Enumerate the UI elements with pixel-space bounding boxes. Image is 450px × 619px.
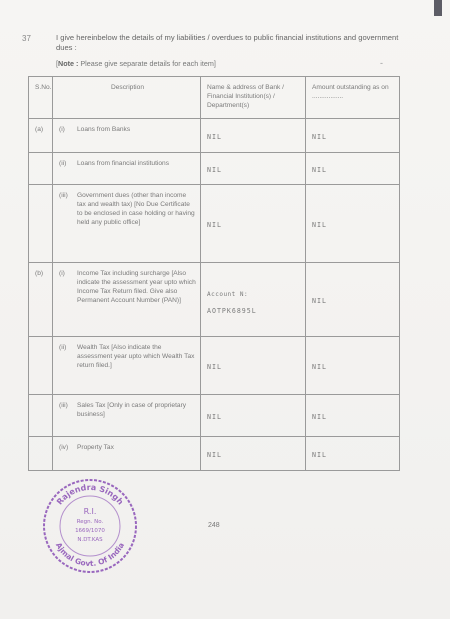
row-sub: (iii) <box>59 192 68 199</box>
row-sub: (i) <box>59 270 65 277</box>
corner-tab <box>434 0 442 16</box>
pan-number: AOTPK6895L <box>207 306 257 315</box>
row-description: Property Tax <box>77 444 114 451</box>
row-description: Loans from financial institutions <box>77 160 169 167</box>
row-amount-value: NIL <box>306 395 400 437</box>
official-stamp <box>40 476 140 576</box>
row-sno <box>29 437 53 471</box>
header-description: Description <box>53 77 201 119</box>
row-amount-value: NIL <box>306 119 400 153</box>
stamp-inner-ring <box>60 496 120 556</box>
row-sno <box>29 395 53 437</box>
row-amount-value: NIL <box>306 263 400 337</box>
row-name-value: NIL <box>201 153 306 185</box>
table-row <box>29 185 400 263</box>
row-sub: (ii) <box>59 160 67 167</box>
note-line: [Note : Please give separate details for each item] <box>56 59 216 68</box>
header-amount: Amount outstanding as on ................. <box>306 77 400 119</box>
stamp-name: Rajendra Singh <box>55 482 125 507</box>
page-number: 248 <box>208 522 220 529</box>
row-name-value: NIL <box>201 437 306 471</box>
row-name-value: NIL <box>201 119 306 153</box>
row-sno <box>29 337 53 395</box>
row-sub: (i) <box>59 126 65 133</box>
row-name-value <box>201 263 306 337</box>
row-sno: (b) <box>29 263 53 337</box>
table-row <box>29 395 400 437</box>
stamp-place: N.DT.KAS <box>77 537 103 543</box>
stamp-number: 1669/1070 <box>75 528 105 534</box>
intro-text: I give hereinbelow the details of my liabilities / overdues to public financial institutions and government dues : <box>56 33 399 52</box>
row-name-value: NIL <box>201 395 306 437</box>
row-sno: (a) <box>29 119 53 153</box>
header-name-address: Name & address of Bank / Financial Institution(s) / Department(s) <box>201 77 306 119</box>
table-header-row <box>29 77 400 119</box>
row-name-value: NIL <box>201 337 306 395</box>
header-sno: S.No. <box>29 77 53 119</box>
row-amount-value: NIL <box>306 337 400 395</box>
stamp-org: Ajmal Govt. Of India <box>53 540 127 569</box>
row-amount-value: NIL <box>306 153 400 185</box>
row-sno <box>29 185 53 263</box>
row-description: Sales Tax [Only in case of proprietary business] <box>77 402 187 418</box>
row-description: Loans from Banks <box>77 126 131 133</box>
row-sub: (iii) <box>59 402 68 409</box>
row-amount-value: NIL <box>306 185 400 263</box>
table-row <box>29 153 400 185</box>
row-description: Income Tax including surcharge [Also indicate the assessment year upto which Income Tax Return filed. Give also Permanent Account Number (PAN)] <box>77 270 196 304</box>
row-name-value: NIL <box>201 185 306 263</box>
table-row <box>29 263 400 337</box>
item-number: 37 <box>22 34 31 43</box>
account-label: Account N: <box>207 290 249 298</box>
stamp-outer-ring <box>44 480 136 572</box>
table-row <box>29 437 400 471</box>
row-sno <box>29 153 53 185</box>
note-label: Note : <box>58 59 79 68</box>
table-row <box>29 119 400 153</box>
row-sub: (ii) <box>59 344 67 351</box>
row-description: Government dues (other than income tax and wealth tax) [No Due Certificate to be enclosed in case holding or having held any public office] <box>77 192 195 226</box>
stamp-role: R.I. <box>83 507 97 516</box>
table-row <box>29 337 400 395</box>
stamp-regn: Regn. No. <box>76 519 104 525</box>
row-description: Wealth Tax [Also indicate the assessment year upto which Wealth Tax return filed.] <box>77 344 195 369</box>
row-amount-value: NIL <box>306 437 400 471</box>
note-text: Please give separate details for each item] <box>78 59 216 68</box>
pen-mark: - <box>380 58 383 68</box>
row-sub: (iv) <box>59 444 69 451</box>
liabilities-table <box>28 76 400 471</box>
